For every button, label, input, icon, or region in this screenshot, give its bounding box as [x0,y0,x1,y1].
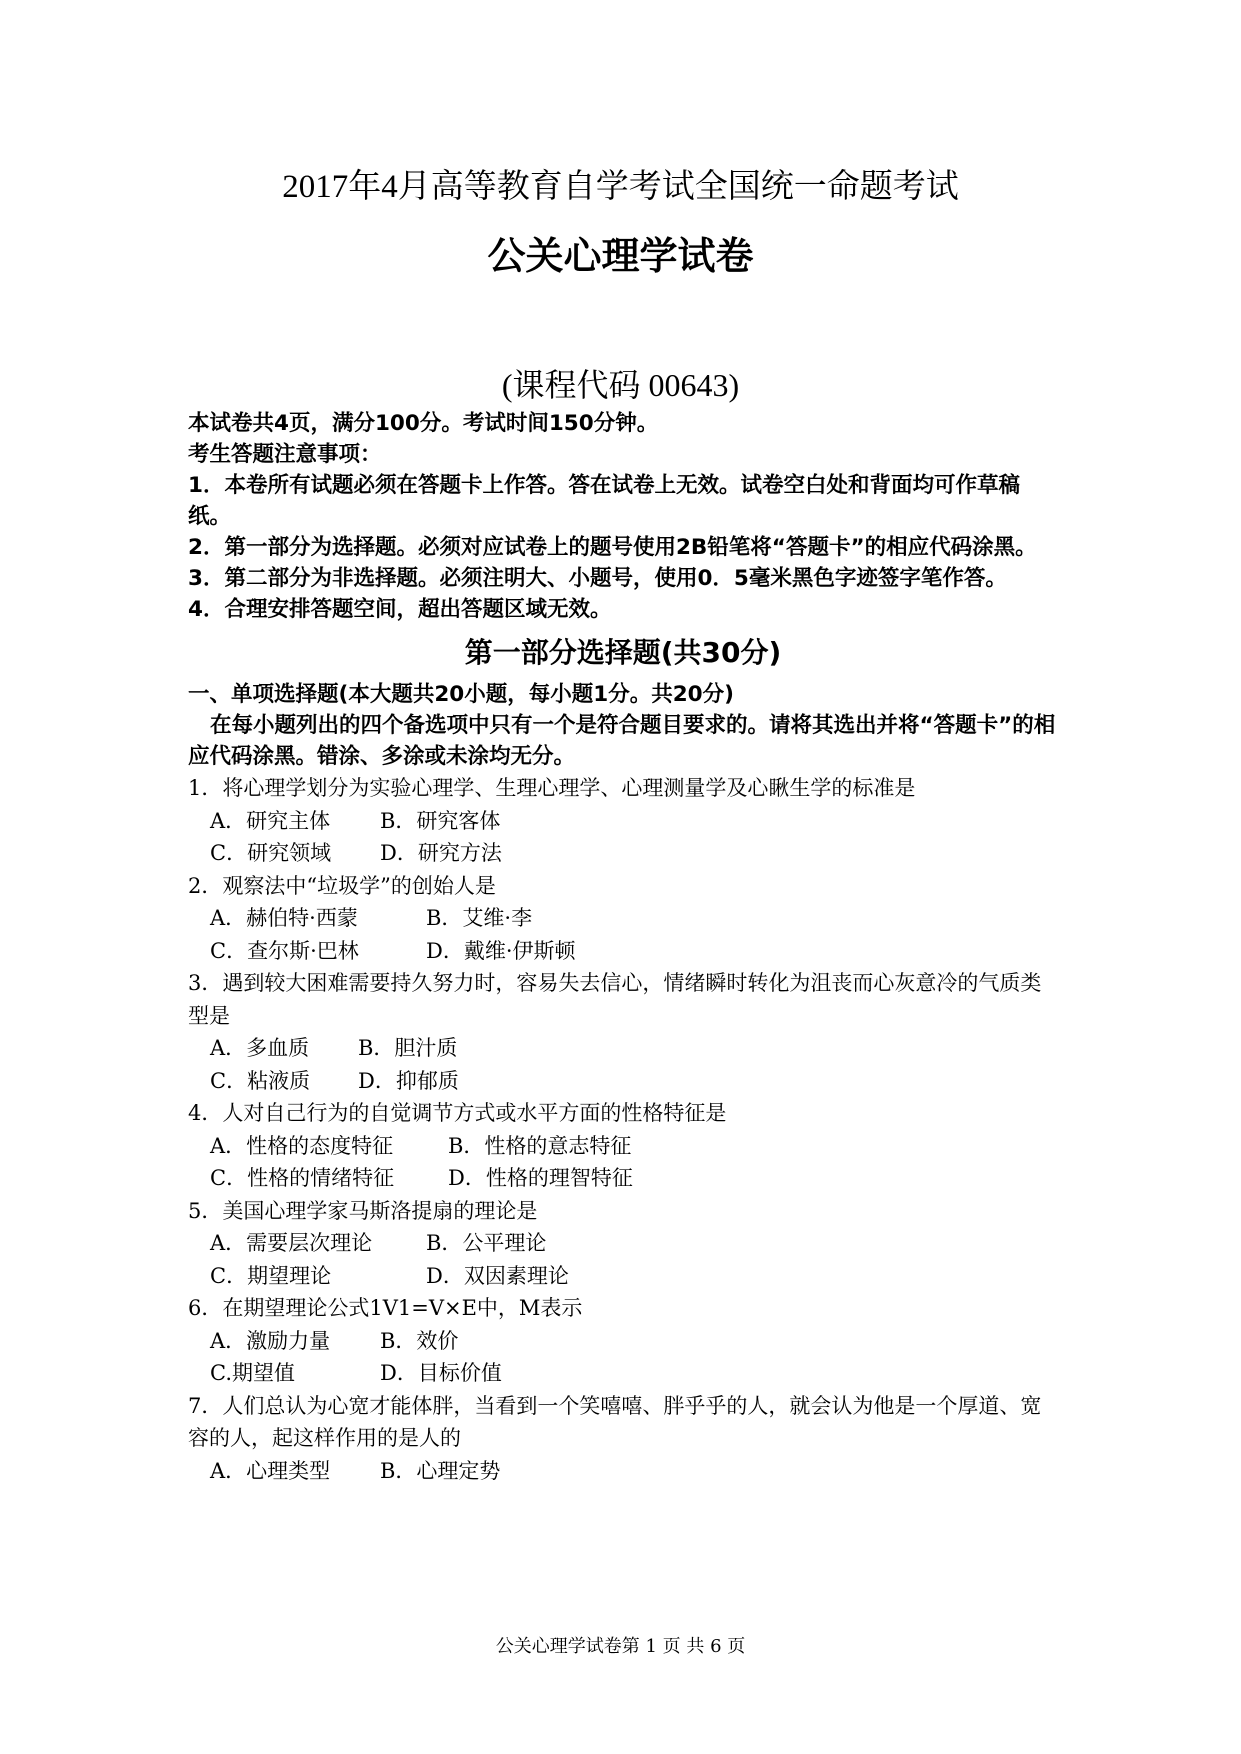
course-code: (课程代码 00643) [501,367,740,403]
section-heading: 一、单项选择题(本大题共20小题，每小题1分。共20分) [188,682,734,707]
option: B．艾维·李 [426,906,533,930]
notice-heading: 考生答题注意事项： [188,442,382,467]
option: B．性格的意志特征 [448,1133,632,1158]
paper-title: 公关心理学试卷 [487,234,754,278]
option: C．粘液质 [210,1068,311,1093]
option-row [188,805,1058,838]
option: A．激励力量 [210,1328,331,1353]
option: B．公平理论 [426,1231,547,1255]
option: D．性格的理智特征 [448,1166,633,1190]
option: C.期望值 [210,1361,295,1385]
question-stem: 7．人们总认为心宽才能体胖，当看到一个笑嘻嘻、胖乎乎的人，就会认为他是一个厚道、宽容的人，起这样作用的是人的 [188,1393,1042,1450]
option: B．胆汁质 [358,1036,458,1060]
option: A．需要层次理论 [210,1231,373,1255]
option: A．赫伯特·西蒙 [210,906,358,930]
option-row [188,1162,1058,1195]
option: A．性格的态度特征 [210,1133,394,1158]
option: B．效价 [380,1328,459,1353]
option-row [188,1065,1058,1098]
option: D．双因素理论 [426,1263,569,1288]
question-stem: 1．将心理学划分为实验心理学、生理心理学、心理测量学及心瞅生学的标准是 [188,776,916,800]
option: C．期望理论 [210,1263,332,1288]
section-instruction: 在每小题列出的四个备选项中只有一个是符合题目要求的。请将其选出并将“答题卡”的相应代码涂黑。错涂、多涂或未涂均无分。 [188,713,1056,769]
option: A．研究主体 [210,808,331,833]
part-one-title: 第一部分选择题(共30分) [464,636,782,669]
question-stem: 6．在期望理论公式1V1=V×E中，M表示 [188,1296,583,1320]
notice-item: 1．本卷所有试题必须在答题卡上作答。答在试卷上无效。试卷空白处和背面均可作草稿纸。 [188,473,1020,529]
option: D．研究方法 [380,841,502,865]
option-row [188,1227,1058,1260]
option: A．心理类型 [210,1458,331,1483]
exam-content [188,408,1058,1487]
option: D．目标价值 [380,1361,502,1385]
option: D．戴维·伊斯顿 [426,938,576,963]
exam-title: 2017年4月高等教育自学考试全国统一命题考试 [282,169,959,205]
option: A．多血质 [210,1036,310,1060]
option-row [188,1325,1058,1358]
option-row [188,935,1058,968]
option: C．研究领域 [210,841,332,865]
option-row [188,837,1058,870]
option-row [188,1130,1058,1163]
option: D．抑郁质 [358,1068,459,1093]
question-stem: 4．人对自己行为的自觉调节方式或水平方面的性格特征是 [188,1101,727,1125]
option: C．性格的情绪特征 [210,1166,395,1190]
option: C．查尔斯·巴林 [210,938,359,963]
option-row [188,1455,1058,1488]
question-stem: 2．观察法中“垃圾学”的创始人是 [188,873,496,898]
page-footer: 公关心理学试卷第 1 页 共 6 页 [495,1636,746,1657]
notice-item: 3．第二部分为非选择题。必须注明大、小题号，使用0．5毫米黑色字迹签字笔作答。 [188,566,1007,591]
question-stem: 5．美国心理学家马斯洛提扇的理论是 [188,1198,538,1223]
option: B．研究客体 [380,808,501,833]
option-row [188,1032,1058,1065]
notice-item: 2．第一部分为选择题。必须对应试卷上的题号使用2B铅笔将“答题卡”的相应代码涂黑。 [188,535,1037,560]
option: B．心理定势 [380,1458,501,1483]
notice-item: 4．合理安排答题空间，超出答题区域无效。 [188,597,612,622]
question-stem: 3．遇到较大困难需要持久努力时，容易失去信心，情绪瞬时转化为沮丧而心灰意冷的气质类型是 [188,971,1042,1028]
option-row [188,902,1058,935]
option-row [188,1260,1058,1293]
paper-summary: 本试卷共4页，满分100分。考试时间150分钟。 [188,411,659,436]
option-row [188,1357,1058,1390]
